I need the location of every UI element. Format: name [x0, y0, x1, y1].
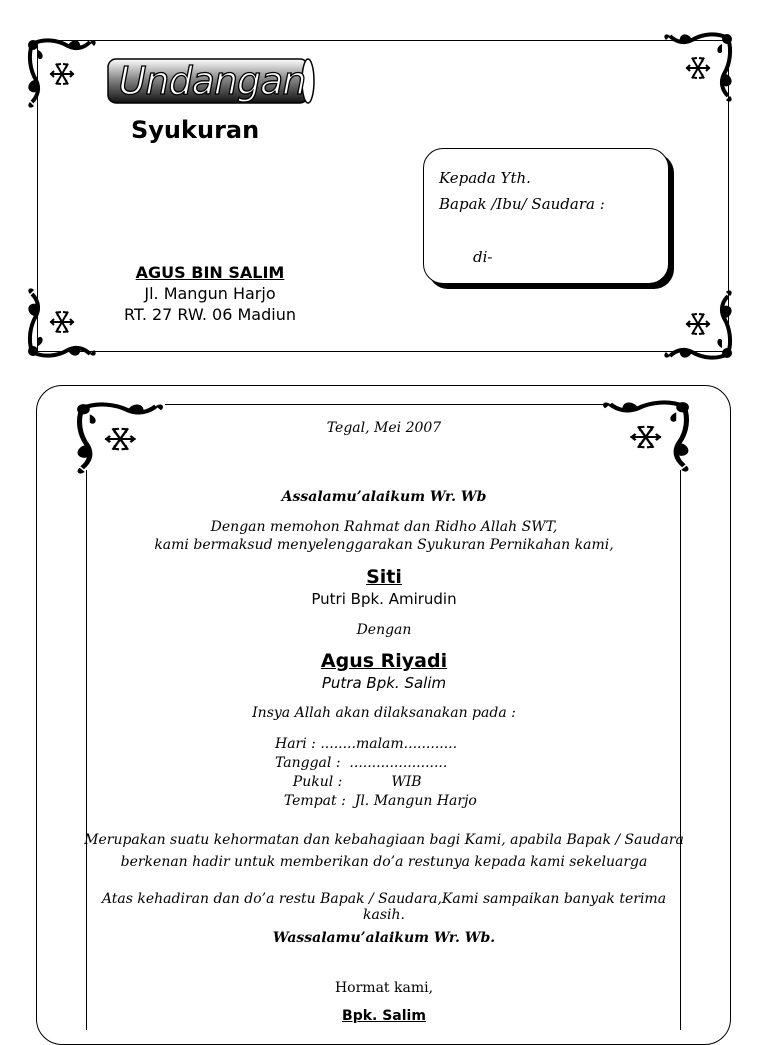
closing: Wassalamu’alaikum Wr. Wb. [272, 930, 496, 946]
groom-parent: Putra Bpk. Salim [321, 674, 447, 692]
sender-district: RT. 27 RW. 06 Madiun [123, 305, 296, 324]
signature: Bpk. Salim [342, 1008, 426, 1024]
intro-line-2: kami bermaksud menyelenggarakan Syukuran Pernikahan kami, [154, 537, 614, 553]
snowflake-ornament-icon [600, 398, 694, 474]
bride-parent: Putri Bpk. Amirudin [311, 590, 457, 608]
detail-pukul: Pukul : WIB [275, 774, 422, 790]
schedule-intro: Insya Allah akan dilaksanakan pada : [252, 705, 516, 721]
snowflake-ornament-icon [24, 286, 98, 360]
intro-line-1: Dengan memohon Rahmat dan Ridho Allah SWT, [210, 519, 558, 535]
sender-block [104, 262, 316, 325]
inner-border-top [165, 404, 605, 405]
regards: Hormat kami, [334, 980, 434, 996]
honor-line-2: berkenan hadir untuk memberikan do’a restunya kepada kami sekeluarga [120, 854, 648, 870]
thanks-line: Atas kehadiran dan do’a restu Bapak / Saudara,Kami sampaikan banyak terima kasih. [101, 891, 667, 923]
recipient-location: di- [473, 248, 493, 266]
honor-line-1: Merupakan suatu kehormatan dan kebahagiaan bagi Kami, apabila Bapak / Saudara [84, 832, 684, 848]
snowflake-ornament-icon [72, 400, 166, 476]
bride-name: Siti [366, 566, 402, 588]
inner-border-right [680, 470, 681, 1030]
event-details [275, 735, 515, 811]
sender-street: Jl. Mangun Harjo [144, 284, 276, 303]
greeting: Assalamu’alaikum Wr. Wb [281, 489, 487, 505]
title-banner [107, 58, 317, 104]
detail-tempat: Tempat : Jl. Mangun Harjo [275, 793, 477, 809]
detail-tanggal: Tanggal : ...................... [275, 755, 448, 771]
inner-border-left [86, 470, 87, 1030]
invitation-subtitle: Syukuran [131, 116, 260, 144]
sender-name: AGUS BIN SALIM [135, 263, 285, 282]
snowflake-ornament-icon [662, 30, 736, 104]
recipient-salutation: Bapak /Ibu/ Saudara : [439, 195, 605, 213]
connector: Dengan [356, 622, 412, 638]
detail-hari: Hari : ........malam............ [275, 736, 458, 752]
invitation-title: Undangan [118, 59, 306, 103]
recipient-box [423, 148, 669, 284]
recipient-to: Kepada Yth. [439, 169, 531, 187]
snowflake-ornament-icon [662, 288, 736, 362]
date-line: Tegal, Mei 2007 [326, 420, 442, 436]
groom-name: Agus Riyadi [320, 650, 448, 672]
snowflake-ornament-icon [24, 36, 98, 110]
